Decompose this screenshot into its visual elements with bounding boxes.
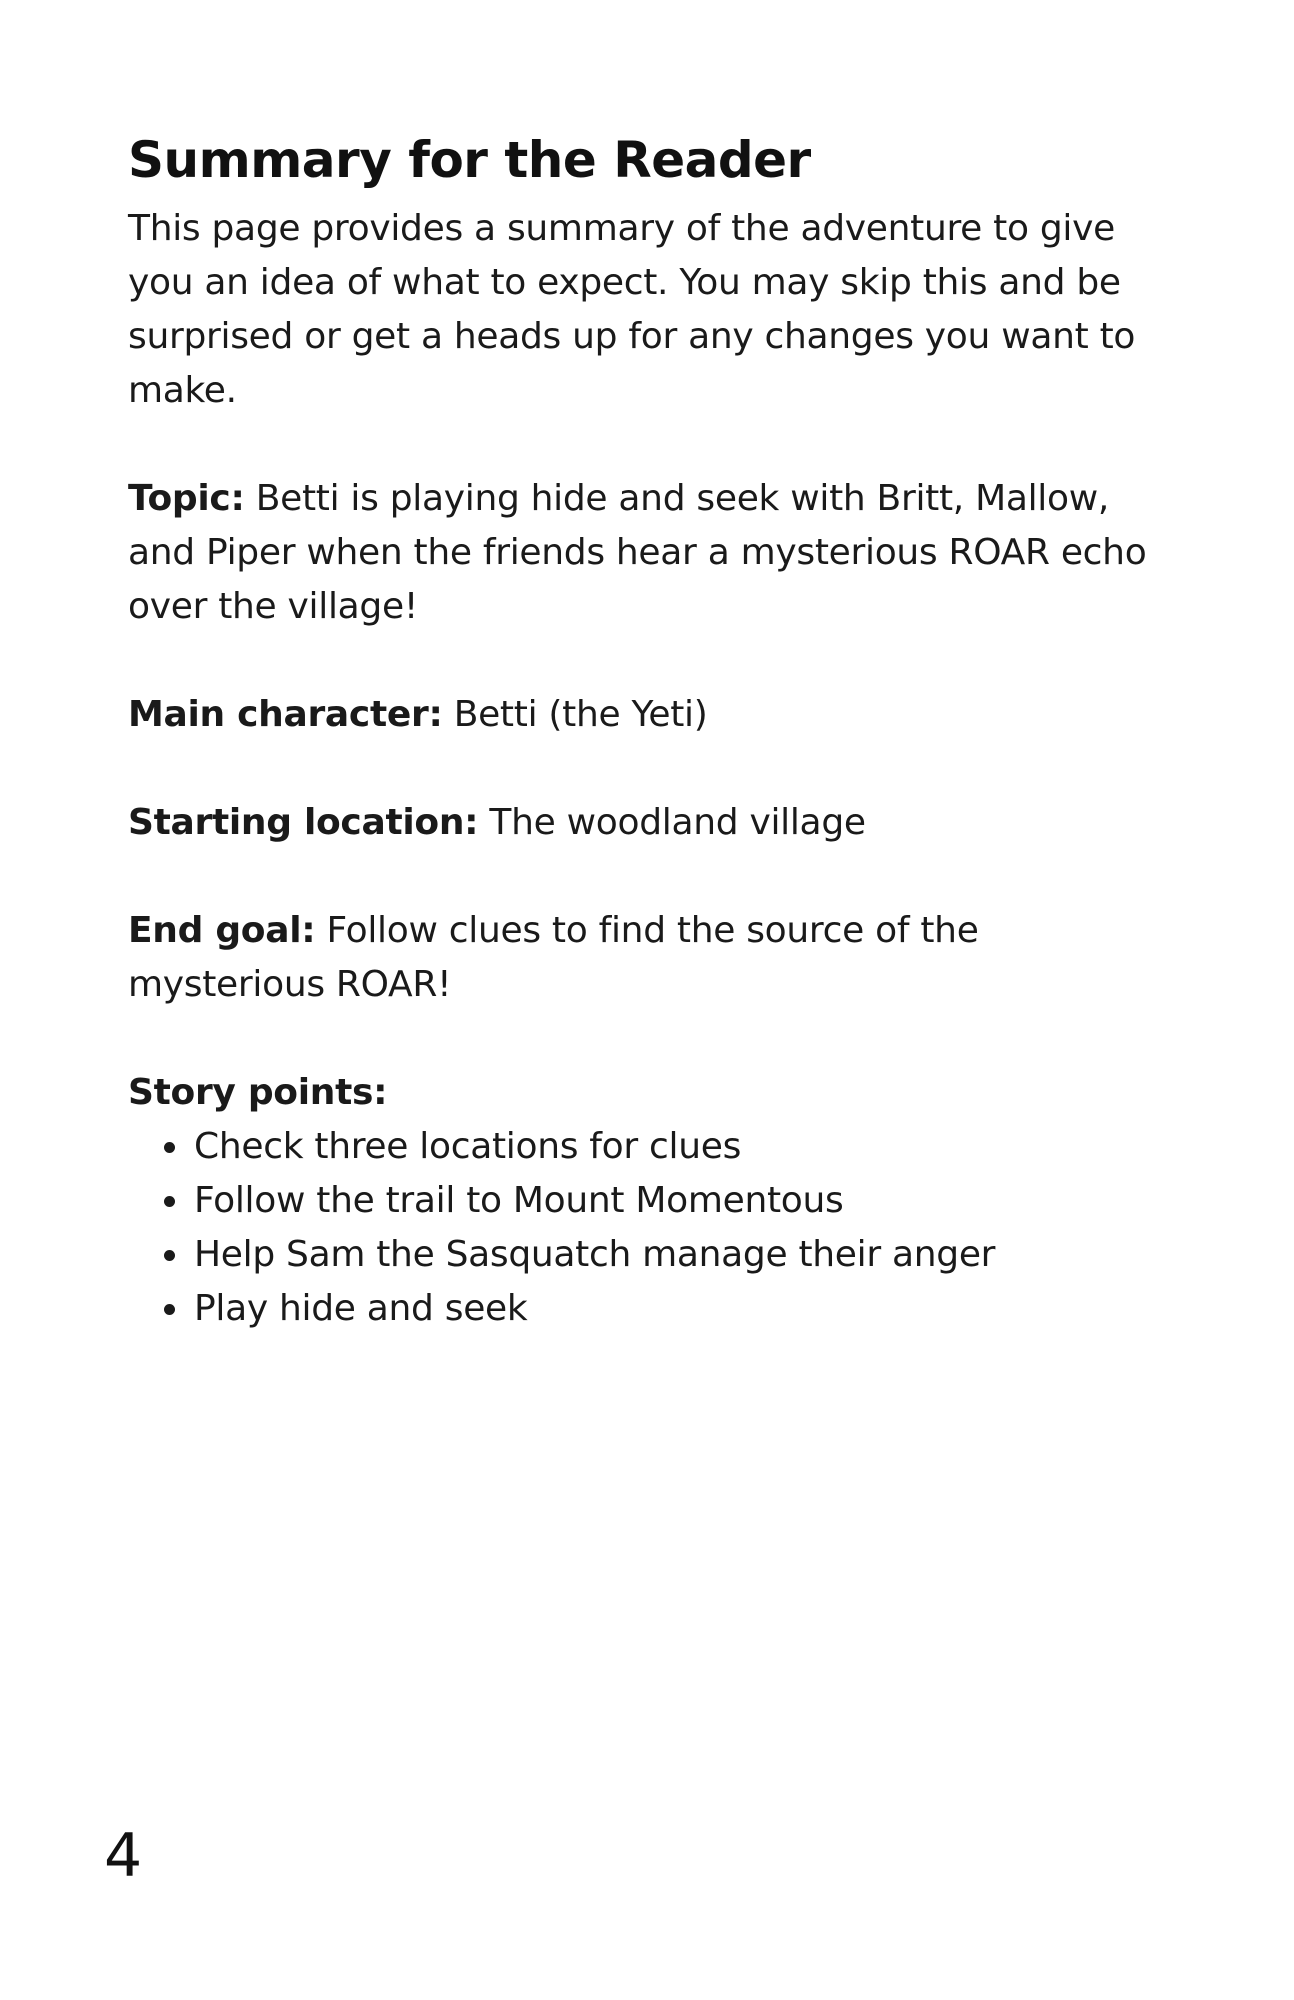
page-title: Summary for the Reader <box>128 131 811 189</box>
bullet-icon <box>164 1250 175 1261</box>
story-points-list <box>128 1120 1168 1336</box>
starting-location-label: Starting location: <box>128 802 479 843</box>
story-point-text: Follow the trail to Mount Momentous <box>194 1180 844 1221</box>
list-item <box>164 1120 1168 1174</box>
main-character-section <box>128 688 1168 742</box>
end-goal-text: Follow clues to find the source of the mysterious ROAR! <box>128 910 979 1005</box>
topic-text: Betti is playing hide and seek with Britt, Mallow, and Piper when the friends hear a mysterious ROAR echo over the village! <box>128 478 1147 627</box>
summary-page <box>128 128 1168 1336</box>
list-item <box>164 1174 1168 1228</box>
spacer <box>128 1012 1168 1066</box>
story-point-text: Check three locations for clues <box>194 1126 742 1167</box>
page-number: 4 <box>104 1821 143 1891</box>
starting-location-section <box>128 796 1168 850</box>
story-point-text: Play hide and seek <box>194 1288 528 1329</box>
list-item <box>164 1282 1168 1336</box>
spacer <box>128 742 1168 796</box>
bullet-icon <box>164 1142 175 1153</box>
spacer <box>128 850 1168 904</box>
topic-label: Topic: <box>128 478 245 519</box>
bullet-icon <box>164 1196 175 1207</box>
end-goal-label: End goal: <box>128 910 316 951</box>
story-points-section <box>128 1066 1168 1120</box>
end-goal-section <box>128 904 1168 1012</box>
topic-section <box>128 472 1168 634</box>
list-item <box>164 1228 1168 1282</box>
main-character-text: Betti (the Yeti) <box>442 694 708 735</box>
story-points-label: Story points: <box>128 1072 388 1113</box>
spacer <box>128 634 1168 688</box>
main-character-label: Main character: <box>128 694 443 735</box>
spacer <box>128 418 1168 472</box>
intro-paragraph: This page provides a summary of the adventure to give you an idea of what to expect. You may skip this and be surprised or get a heads up for any changes you want to make. <box>128 208 1136 411</box>
bullet-icon <box>164 1304 175 1315</box>
story-point-text: Help Sam the Sasquatch manage their anger <box>194 1234 996 1275</box>
starting-location-text: The woodland village <box>478 802 866 843</box>
